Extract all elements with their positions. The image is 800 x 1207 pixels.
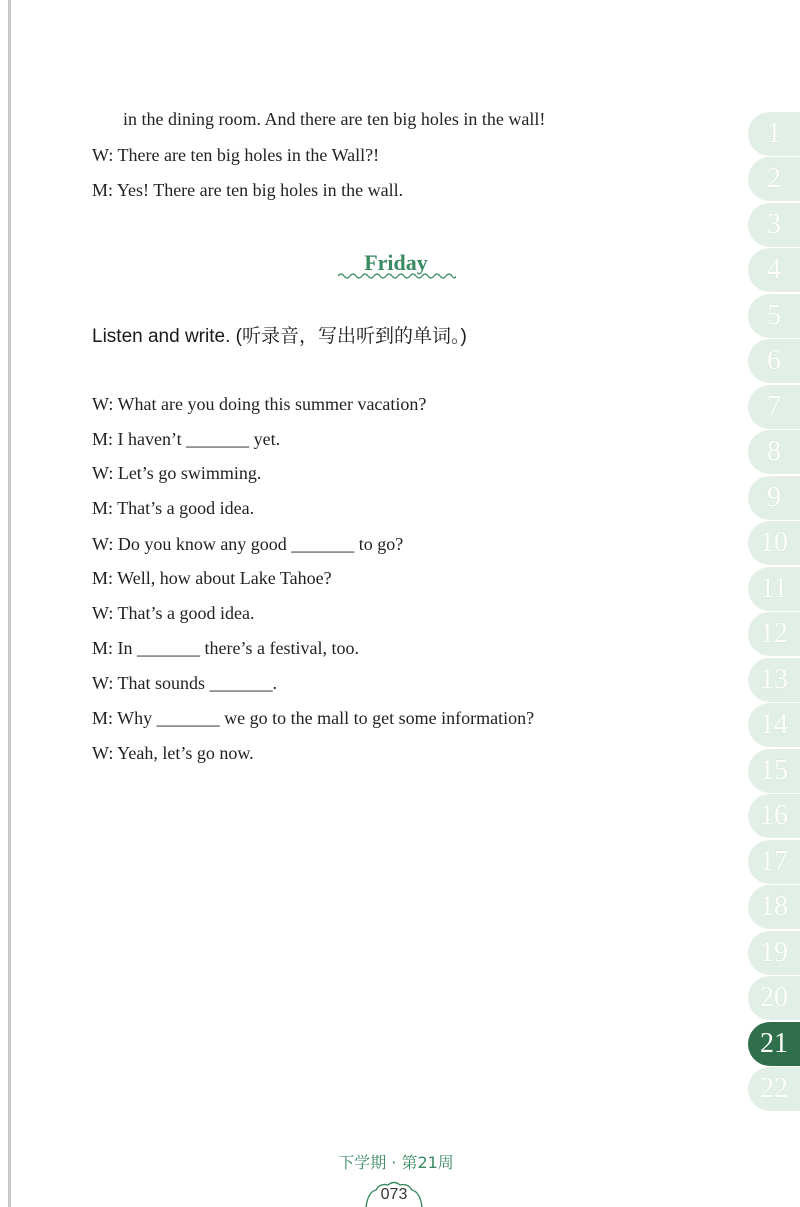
instruction-text: Listen and write. (听录音，写出听到的单词。) [92, 326, 467, 347]
text-line: M: Yes! There are ten big holes in the wall. [92, 180, 404, 200]
page-footer: 下学期 · 第21周 [338, 1153, 454, 1172]
dialogue-line: W: That’s a good idea. [92, 603, 255, 623]
dialogue-line: W: Yeah, let’s go now. [92, 743, 254, 763]
week-tab-5[interactable]: 5 [748, 294, 800, 338]
week-tab-7[interactable]: 7 [748, 385, 800, 429]
week-tab-8[interactable]: 8 [748, 430, 800, 474]
heading-underline-wave [338, 271, 456, 281]
dialogue-line: M: I haven’t _______ yet. [92, 429, 281, 449]
week-tab-22[interactable]: 22 [748, 1067, 800, 1111]
dialogue-line: W: Do you know any good _______ to go? [92, 534, 404, 554]
week-tab-15[interactable]: 15 [748, 749, 800, 793]
dialogue-line: M: In _______ there’s a festival, too. [92, 638, 359, 658]
week-tab-20[interactable]: 20 [748, 976, 800, 1020]
week-tab-4[interactable]: 4 [748, 248, 800, 292]
week-tab-6[interactable]: 6 [748, 339, 800, 383]
dialogue-line: W: That sounds _______. [92, 673, 277, 693]
week-tab-3[interactable]: 3 [748, 203, 800, 247]
text-line: in the dining room. And there are ten big holes in the wall! [123, 109, 546, 129]
week-tab-10[interactable]: 10 [748, 521, 800, 565]
week-tab-2[interactable]: 2 [748, 157, 800, 201]
page-number: 073 [380, 1186, 408, 1203]
dialogue-line: M: Well, how about Lake Tahoe? [92, 568, 332, 588]
week-tab-21-active[interactable]: 21 [748, 1022, 800, 1066]
week-tab-18[interactable]: 18 [748, 885, 800, 929]
text-line: W: There are ten big holes in the Wall?! [92, 145, 380, 165]
dialogue-line: M: That’s a good idea. [92, 498, 255, 518]
dialogue-line: M: Why _______ we go to the mall to get some information? [92, 708, 535, 728]
week-tab-11[interactable]: 11 [748, 567, 800, 611]
page-number-badge [362, 1180, 426, 1207]
week-tab-9[interactable]: 9 [748, 476, 800, 520]
week-tab-17[interactable]: 17 [748, 840, 800, 884]
week-tab-14[interactable]: 14 [748, 703, 800, 747]
page-spine [8, 0, 11, 1207]
dialogue-line: W: Let’s go swimming. [92, 463, 262, 483]
week-tab-1[interactable]: 1 [748, 112, 800, 156]
section-title: Friday [364, 250, 428, 275]
week-tab-12[interactable]: 12 [748, 612, 800, 656]
week-tab-13[interactable]: 13 [748, 658, 800, 702]
week-tab-19[interactable]: 19 [748, 931, 800, 975]
dialogue-line: W: What are you doing this summer vacation? [92, 394, 427, 414]
week-tab-16[interactable]: 16 [748, 794, 800, 838]
